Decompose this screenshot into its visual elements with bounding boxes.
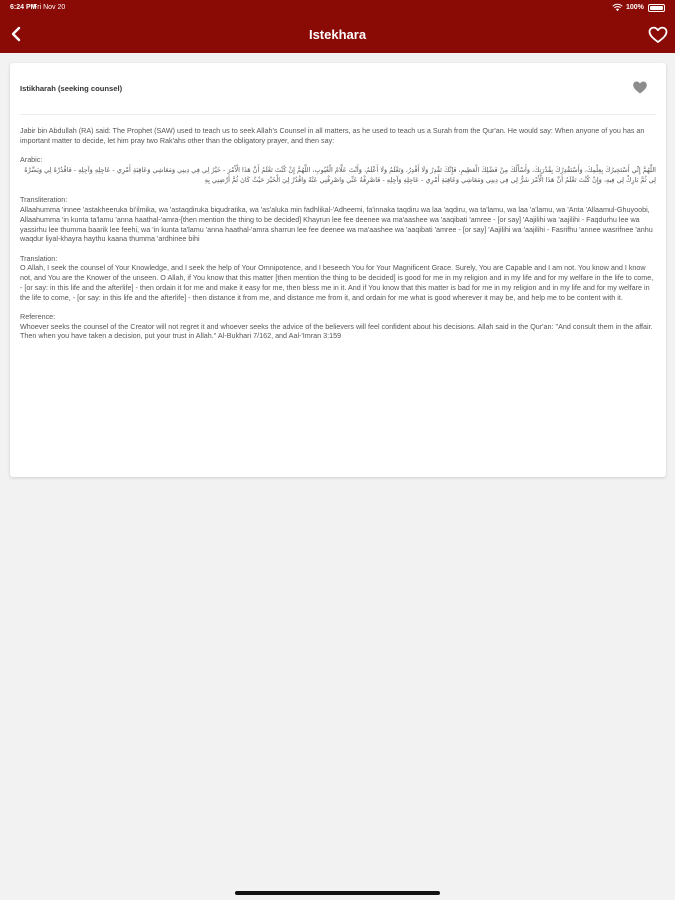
wifi-icon [612,3,623,12]
battery-icon [648,4,665,12]
reference-text: Whoever seeks the counsel of the Creator will not regret it and whoever seeks the advice of the believers will feel confident about his decisions. Allah said in the Qur'an: "And consult them in the affair. Then when you have taken a decision, put your trust in Allah." Al-Bukhari 7/162, and Aal-'Imran 3:159 [20,321,653,341]
arabic-text: اللَّهُمَّ إِنِّي أَسْتَخِيرُكَ بِعِلْمِكَ، وَأَسْتَقْدِرُكَ بِقُدْرَتِكَ، وَأَسْأَلُكَ مِنْ فَضْلِكَ الْعَظِيمِ، فَإِنَّكَ تَقْدِرُ وَلَا أَقْدِرُ، وَتَعْلَمُ وَلَا أَعْلَمُ، وَأَنْتَ عَلَّامُ الْغُيُوبِ، اللَّهُمَّ إِنْ كُنْتَ تَعْلَمُ أَنَّ هَذَا الْأَمْرَ - خَيْرٌ لِي فِي دِينِي وَمَعَاشِي وَعَاقِبَةِ أَمْرِي - عَاجِلِهِ وَآجِلِهِ - فَاقْدُرْهُ لِي وَيَسِّرْهُ لِي ثُمَّ بَارِكْ لِي فِيهِ، وَإِنْ كُنْتَ تَعْلَمُ أَنَّ هَذَا الْأَمْرَ شَرٌّ لِي فِي دِينِي وَمَعَاشِي وَعَاقِبَةِ أَمْرِي - عَاجِلِهِ وَآجِلِهِ - فَاصْرِفْهُ عَنِّي وَاصْرِفْنِي عَنْهُ وَاقْدُرْ لِيَ الْخَيْرَ حَيْثُ كَانَ ثُمَّ أَرْضِنِي بِهِ [24,165,656,185]
home-indicator[interactable] [235,891,440,895]
card-heart-icon[interactable] [632,80,648,95]
transliteration-text: Allaahumma 'innee 'astakheeruka bi'ilmika, wa 'astaqdiruka biqudratika, wa 'as'aluka min fadhlikal-'Adheemi, fa'innaka taqdiru wa laa 'aqdiru, wa ta'lamu, wa laa 'a'lamu, wa 'Anta 'Allaamul-Ghuyoobi, Allaahumma 'in kunta ta'lamu 'anna haathal-'amra-[then mention the thing to be decided] Khayrun lee fee deenee wa ma'aashee wa 'aaqibati 'amree - [or say] 'Aajilihi wa 'aajilihi - Faqdurhu lee wa yassirhu lee thumma baarik lee feehi, wa 'in kunta ta'lamu 'anna haathal-'amra sharrun lee fee deenee wa ma'aashee wa 'aaqibati 'amree - [or say] 'Aajilihi wa 'aajilihi - Fasrifhu 'annee wasrifnee 'anhu waqdur liyal-khayra haythu kaana thumma 'ardhinee bihi [20,205,653,244]
dua-card [10,63,666,477]
reference-label: Reference: [20,311,56,321]
card-body [20,126,656,351]
status-bar [0,0,675,16]
transliteration-label: Transliteration: [20,195,68,205]
battery-percent: 100% [626,4,644,11]
app-header [0,0,675,53]
status-date: Fri Nov 20 [33,4,66,11]
favorite-heart-icon[interactable] [648,26,668,44]
translation-text: O Allah, I seek the counsel of Your Knowledge, and I seek the help of Your Omnipotence, and I beseech You for Your Magnificent Grace. Surely, You are Capable and I am not. You know and I know not, and You are the Knower of the unseen. O Allah, if You know that this matter [then mention the thing to be decided] is good for me in my religion and in my life and for my welfare in the life to come, - [or say: in this life and the afterlife] - then ordain it for me and make it easy for me, then bless me in it. And if You know that this matter is bad for me in my religion and in my life and for my welfare in the life to come, - [or say: in this life and the afterlife] - then distance it from me, and distance me from it, and ordain for me what is good wherever it may be, and help me to be content with it. [20,263,654,302]
intro-text: Jabir bin Abdullah (RA) said: The Prophet (SAW) used to teach us to seek Allah's Counsel in all matters, as he used to teach us a Surah from the Qur'an. He would say: When anyone of you has an important matter to decide, let him pray two Rak'ahs other than the obligatory prayer, and then say: [20,126,645,145]
card-divider [20,114,656,115]
card-title: Istikharah (seeking counsel) [20,84,123,93]
arabic-label: Arabic: [20,155,43,165]
status-time: 6:24 PM [10,4,37,11]
page-title: Istekhara [308,27,367,42]
translation-label: Translation: [20,253,58,263]
